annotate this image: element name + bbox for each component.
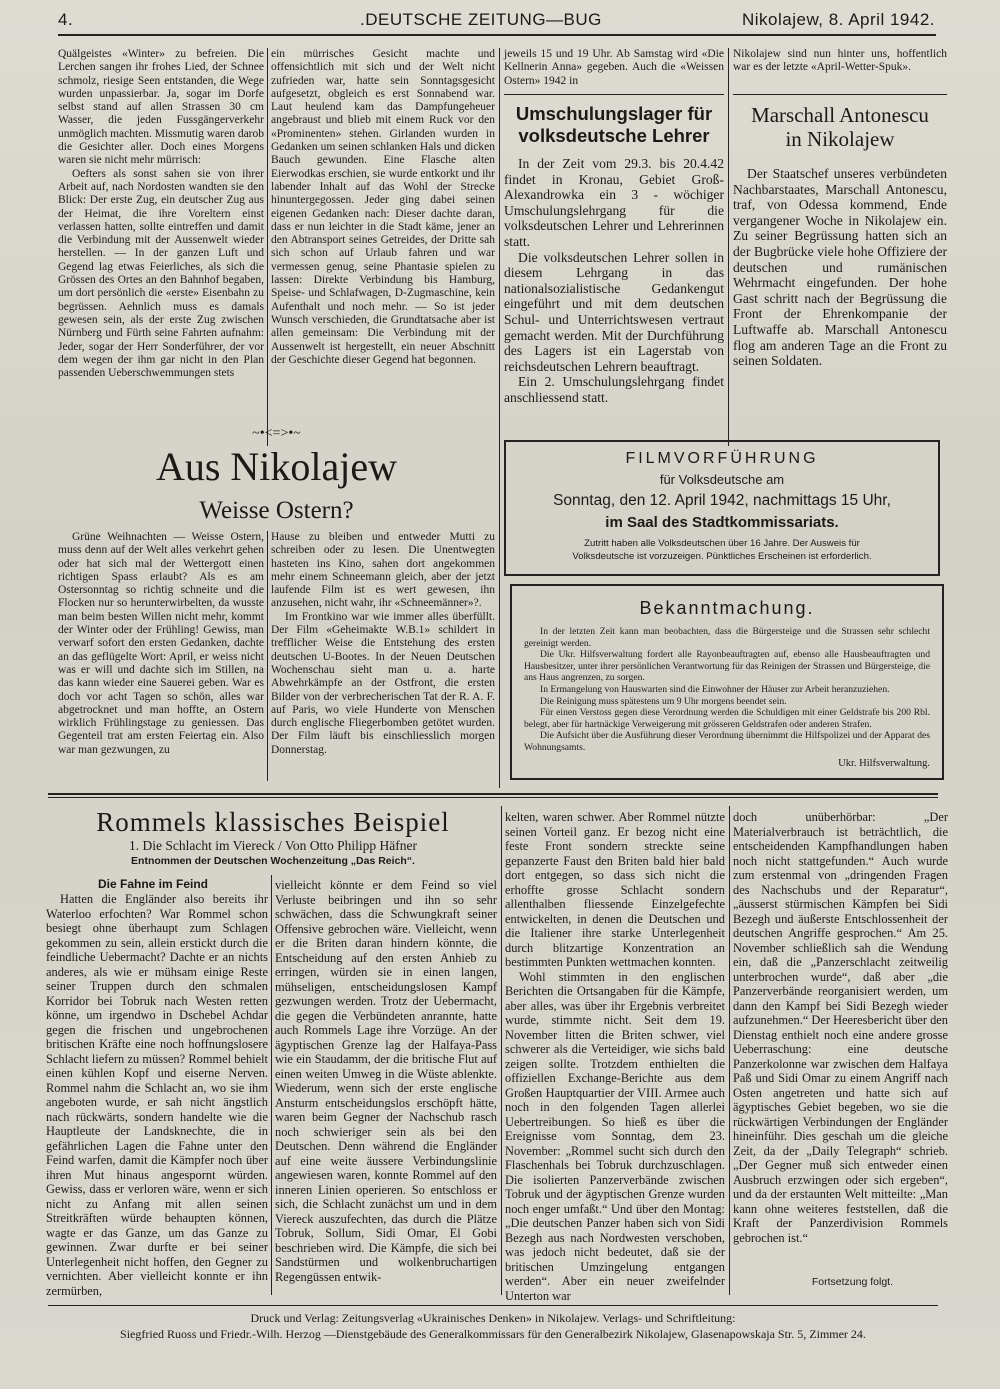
paragraph: In Ermangelung von Hauswarten sind die Einwohner der Häuser zur Arbeit heranzuziehen. — [540, 683, 890, 695]
paragraph: Die volksdeutschen Lehrer sollen in diesem Lehrgang in das nationalsozialistische Gedankengut eingeführt und mit dem deutschen Schul- und Unterrichtswesen vertraut gemacht werden. Mit der Durchführung des Lagers ist ein Lagerstab von reichsdeutschen Lehrern beauftragt. — [504, 249, 724, 374]
section-title: Aus Nikolajew — [155, 444, 398, 489]
top-col-4-continuation — [733, 48, 947, 92]
paragraph: Die Ukr. Hilfsverwaltung fordert alle Rayonbeauftragten auf, ebenso alle Hausbeauftragten und Hausbesitzer, unter ihrer persönlichen Verantwortung für das Reinigen der Strassen und Bürgersteige, die ans Haus angrenzen, zu sorgen. — [524, 649, 930, 684]
paragraph: Die Aufsicht über die Ausführung dieser Verordnung übernimmt die Hilfspolizei und der Apparat des Wohnungsamts. — [524, 730, 930, 753]
nikolajew-col-2 — [271, 531, 495, 781]
page-number: 4. — [58, 10, 74, 29]
paragraph: doch unüberhörbar: „Der Materialverbrauch ist beträchtlich, die entscheidenden Kampfhandlungen haben noch nicht stattgefunden.“ Auch wurde zum erstenmal von „dringenden Fragen des Nachschubs und der Reparatur“, „äusserst stürmischen Kämpfen bei Sidi Bezegh und äußerste Entschlossenheit der deutschen Angriffe gesprochen.“ Am 25. November schließlich sah die Wendung ein, daß die „Panzerschlacht zeitweilig unterbrochen wurde“, daß aber „die Panzerverbände reorganisiert werden, um dann den Kampf bei Sidi Bezegh wieder aufzunehmen.“ Der Heeresbericht über den Dienstag enthielt noch eine andere grosse Ueberraschung: eine deutsche Panzerkolonne war zwischen dem Halfaya Paß und Sidi Omar zu einem Angriff nach Osten angetreten und hatte sich auf ägyptisches Gebiet begeben, wo sie die rückwärtigen Verbindungen der Engländer hineinführ. Dies geschah um die gleiche Zeit, da der „Daily Telegraph“ schrieb. „Der Gegner muß sich entweder einen Ausbruch erzwingen oder sich ergeben“, und da der erstaunten Welt mitteilte: „Man kann ohne weiteres feststellen, daß die Kraft der Panzerdivision Rommels gebrochen ist.“ — [733, 810, 949, 1245]
film-date: Sonntag, den 12. April 1942, nachmittags 15 Uhr, — [553, 492, 891, 509]
paragraph: Der Staatschef unseres verbündeten Nachbarstaates, Marschall Antonescu, traf, von Odessa kommend, Ende vergangener Woche in Nikolajew ein. Zu seiner Begrüssung hatten sich an der Bugbrücke viele hohe Offiziere der deutschen und rumänischen Wehrmacht eingefunden. Der hohe Gast schritt nach der Begrüssung die Front der Ehrenkompanie der Luftwaffe ab. Marschall Antonescu flog am anderen Tage an die Front zu seinen Soldaten. — [733, 166, 947, 369]
column-rule — [267, 48, 268, 446]
masthead: .DEUTSCHE ZEITUNG—BUG — [360, 10, 602, 29]
notice-signature: Ukr. Hilfsverwaltung. — [838, 758, 930, 769]
antonescu-article — [733, 166, 947, 450]
top-col-1 — [58, 48, 264, 446]
film-announcement-box — [504, 440, 940, 576]
film-title: FILMVORFÜHRUNG — [625, 450, 819, 467]
column-rule — [267, 531, 268, 781]
paragraph: Hatten die Engländer also bereits ihr Waterloo erfochten? War Rommel schon besiegt ohne überhaupt zum Schlagen gekommen zu sein, allein erstickt durch die feindliche Uebermacht? Dachte er an nichts anderes, als wie er mühsam einige Reste seiner Truppen durch den schmalen Korridor bei Tobruk nach Westen retten könne, um irgendwo in Dschebel Achdar gegen die frischen und ungebrochenen britischen Kräfte eine noch hoffnungslosere Schlacht liefern zu müssen? Rommel behielt einen kühlen Kopf und eiserne Nerven. Rommel nahm die Schlacht an, wo sie ihm angeboten wurde, er sah nicht ängstlich nach rückwärts, sondern handelte wie die Hauptleute der Landsknechte, die in gefährlichen Lagen die Fahne unter den Feind warfen, damit die Kämpfer noch über ihren Mut hinaus angespornt würden. Gewiss, dass er verloren wäre, wenn er sich nicht zu Anfang mit allen seinen Streitkräften würde behaupten können, wagte er das Ganze, um das Ganze zu gewinnen. Zwar durfte er bei seiner Unterlegenheit nicht hoffen, den Gegner zu vernichten. Aber vielleicht konnte er ihn zermürben, — [46, 892, 268, 1298]
paragraph: Grüne Weihnachten — Weisse Ostern, muss denn auf der Welt alles verkehrt gehen oder hat sich mal der Wettergott einen richtigen Spass erlaubt? Als es am Ostersonntag so richtig schneite und die Flocken nur so herunterwirbelten, da wusste man beim besten Willen nicht mehr, kommt der Winter oder der Frühling! Gewiss, man verwarf sofort den ersten Gedanken, dachte an das geflügelte Wort: April, er weiss nicht was er will und dachte sich im Stillen, na das kann wieder eine Sauerei geben. War es doch vor acht Tagen so schön, alles war abgetrocknet und man hoffte, an Ostern wirklich Frühlingstage zu geniessen. Das Gegenteil trat am ersten Feiertag ein. Also war man gezwungen, zu — [58, 531, 264, 756]
section-rule — [733, 94, 947, 95]
paragraph: vielleicht könnte er dem Feind so viel Verluste beibringen und ihn so sehr schwächen, dass die Schwungkraft seiner Offensive gebrochen wäre. Vielleicht, wenn er die Briten daran hindern könnte, die Entscheidung auf den ersten Anhieb zu erringen, würden sie in einen langen, mühseligen, entscheidungslosen Kampf gezwungen werden. Trotz der Uebermacht, die gegen die Verbündeten anrannte, hatte auch Rommels Lage ihre Vorzüge. An der ägyptischen Grenze lag der Halfaya-Pass wie ein Staudamm, der die britische Flut auf einen weiten Umweg in die Wüste ablenkte. Wiederum, wenn sich der erste englische Ansturm entscheidungslos erschöpft hätte, waren beim Gegner der Nachschub rasch noch schwieriger sein als bei den Deutschen. Denn während die Engländer auf eine weite äussere Verbindungslinie angewiesen waren, konnte Rommel auf den inneren Linien operieren. So entschloss er sich, die Schlacht zunächst um und in dem Viereck auszufechten, das durch die Plätze Tobruk, Sollum, Sidi Omar, El Gobi beschrieben wird. Die Kämpfe, die sich bei Sandstürmen und wolkenbruchartigen Regengüssen entwik- — [275, 878, 497, 1284]
notice-body — [524, 626, 930, 752]
continued-note: Fortsetzung folgt. — [811, 1276, 893, 1288]
antonescu-title-line: Marschall Antonescu — [751, 103, 929, 127]
article-title: Rommels klassisches Beispiel — [96, 807, 450, 837]
paragraph: Im Frontkino war wie immer alles überfüllt. Der Film «Geheimakte W.B.1» schildert in trefflicher Weise die Entstehung des ersten deutschen U-Bootes. In der Neuen Deutschen Wochenschau sieht man u. a. harte Abwehrkämpfe an der Ostfront, die ersten Bilder von der verbrecherischen Tat der R. A. F. auf Paris, wo viele Hunderte von Menschen durch englische Fliegerbomben getötet wurden. Der Film läuft bis einschliesslich morgen Donnerstag. — [271, 610, 495, 756]
section-rule — [48, 797, 938, 798]
article-byline: 1. Die Schlacht im Viereck / Von Otto Philipp Häfner — [129, 838, 417, 853]
column-rule — [499, 48, 500, 788]
rommel-col-3 — [505, 810, 725, 1303]
umschulung-title-line: Umschulungslager für — [515, 103, 713, 124]
paragraph: kelten, waren schwer. Aber Rommel nützte seinen Vorteil ganz. Er bezog nicht eine feste Front sondern streckte seine gepanzerte Faust den Briten bald hier bald dort entgegen, so dass sich nicht die erhoffte grosse Schlacht sondern allenthalben fliessende Einzelgefechte entwickelten, in denen die Deutschen und die Italiener ihre starke Unterlegenheit durch blitzartige Konzentration an bestimmten Punkten wettmachen konnten. — [505, 810, 725, 969]
umschulung-article — [504, 156, 724, 450]
imprint-line: Siegfried Ruoss und Friedr.-Wilh. Herzog —Dienstgebäude des Generalkommissars für den Generalbezirk Nikolajew, Glasenapowskaja Str. 5, Zimmer 24. — [120, 1327, 866, 1341]
header-rule — [58, 34, 936, 36]
article-source: Entnommen der Deutschen Wochenzeitung „Das Reich“. — [131, 855, 415, 867]
notice-title: Bekanntmachung. — [639, 598, 815, 618]
paragraph: Die Reinigung muss spätestens um 9 Uhr morgens beendet sein. — [540, 695, 787, 707]
paragraph: In der letzten Zeit kann man beobachten, dass die Bürgersteige und die Strassen sehr schlecht gereinigt werden. — [524, 626, 930, 649]
paragraph: Für einen Verstoss gegen diese Verordnung werden die Schuldigen mit einer Geldstrafe bis 200 Rbl. belegt, aber für hartnäckige Verweigerung mit grösseren Geldstrafen oder anderen Strafen. — [524, 707, 930, 730]
film-venue: im Saal des Stadtkommissariats. — [605, 514, 839, 531]
section-rule — [48, 793, 938, 795]
nikolajew-col-1 — [58, 531, 264, 781]
column-rule — [729, 806, 730, 1295]
paragraph: Oefters als sonst sahen sie von ihrer Arbeit auf, nach Nordosten wandten sie den Blick: Der erste Zug, ein deutscher Zug aus der Heimat, die ihre Voreltern einst verlassen hatten, sollte eintreffen und damit die Verbindung mit der Aussenwelt wieder herstellen. — In der ganzen Luft und Gegend lag etwas Feierliches, als sich die Grössen des Ortes an den Bahnhof begaben, um dort persönlich die «erste» Eisenbahn zu begrüssen. Aehnlich muss es damals gewesen sein, als der erste Zug zwischen Nürnberg und Fürth seine Fahrten aufnahm: Jeder, sogar der Herr Sonderführer, der vor dem wegen der ihm gar nicht in den Plan passenden Ueberschwemmungen stets — [58, 167, 264, 380]
paragraph: jeweils 15 und 19 Uhr. Ab Samstag wird «Die Kellnerin Anna» gegeben. Auch die «Weissen Ostern» 1942 in — [504, 48, 724, 87]
rommel-col-4 — [733, 810, 948, 1272]
film-note: Volksdeutsche ist vorzuzeigen. Pünktliches Erscheinen ist erforderlich. — [572, 551, 872, 562]
paragraph: In der Zeit vom 29.3. bis 20.4.42 findet in Kronau, Gebiet Groß-Alexandrowka ein 3 - wöchiger Umschulungslehrgang für die volksdeutschen Lehrer und Lehrerinnen statt. — [504, 156, 724, 249]
paragraph: Hause zu bleiben und entweder Mutti zu schreiben oder zu lesen. Die Unentwegten hasteten ins Kino, sahen dort angekommen mehr einem Schneemann gleich, aber der jetzt laufende Film ist es wert gewesen, ihn anzusehen, nicht wahr, ihr «Schneemänner»?. — [271, 531, 495, 610]
article-section-heading: Die Fahne im Feind — [97, 877, 208, 891]
film-line: für Volksdeutsche am — [659, 472, 785, 487]
top-col-2 — [271, 48, 495, 446]
column-rule — [271, 875, 272, 1295]
section-subtitle: Weisse Ostern? — [199, 497, 354, 524]
footer-rule — [48, 1305, 938, 1306]
paragraph: ein mürrisches Gesicht machte und offensichtlich mit sich und der Welt nicht zufrieden war, hatte sein Sonntagsgesicht aufgesetzt, obgleich es erst Sonnabend war. Laut heulend kam das Dampfungeheuer angebraust und blieb mit einem Ruck vor den «Prominenten» stehen. Girlanden wurden in Gedanken um seinen schlanken Hals und dicken Bauch gewunden. Eine Flasche alten Eierwodkas erschien, sie wurde entkorkt und ihr labender Inhalt auf das Wohl der Strecke hinuntergegossen. Jeder ging dabei seinen eigenen Gedanken nach: Dieser dachte daran, dass er nun leichter in die Stadt käme, jener an den Abtransport seines Getreides, der Dritte sah sich schon auf Urlaub fahren und war vermessen genug, seine Phantasie spielen zu lassen: Direkte Verbindung bis Hamburg, Speise- und Schlafwagen, D-Zugmaschine, kein Aufenthalt und noch mehr. — So ist jeder Wunsch verschieden, die Grundtatsache aber ist allen gemeinsam: Die Verbindung mit der Aussenwelt ist hergestellt, ein neuer Abschnitt der Geschichte dieser Gegend hat begonnen. — [271, 48, 495, 366]
paragraph: Quälgeistes «Winter» zu befreien. Die Lerchen sangen ihr frohes Lied, der Schnee schmolz, riesige Seen entstanden, die Wege wurden unpassierbar. Ja, sogar im Dorfe selbst stand auf allen Strassen 30 cm Wasser, die jeden Fussgängerverkehr unmöglich machten. Missmutig waren darob die Gesichter aller. Doch eines Morgens waren sie nicht mehr mürrisch: — [58, 48, 265, 167]
antonescu-title — [733, 103, 947, 151]
umschulung-title — [504, 103, 724, 147]
notice-box — [510, 584, 944, 780]
antonescu-title-line: in Nikolajew — [785, 127, 895, 151]
ornament-divider: ~•<=>•~ — [252, 426, 301, 441]
imprint-line: Druck und Verlag: Zeitungsverlag «Ukrainisches Denken» in Nikolajew. Verlags- und Schriftleitung: — [250, 1311, 736, 1325]
umschulung-title-line: volksdeutsche Lehrer — [518, 125, 710, 146]
column-rule — [501, 806, 502, 1295]
rommel-col-2 — [275, 878, 497, 1290]
column-rule — [728, 48, 729, 446]
paragraph: Ein 2. Umschulungslehrgang findet anschliessend statt. — [504, 374, 724, 405]
top-col-3-continuation — [504, 48, 724, 92]
section-rule — [504, 94, 724, 95]
paragraph: Nikolajew sind nun hinter uns, hoffentlich war es der letzte «April-Wetter-Spuk». — [733, 48, 947, 74]
paragraph: Wohl stimmten in den englischen Berichten die Ortsangaben für die Kämpfe, aber alles, was über ihr Ergebnis verbreitet wurde, stimmte nicht. Seit dem 19. November litten die Briten schwer, viel schwerer als die Verteidiger, wie sichs bald zeigen sollte. Trotzdem enthielten die offiziellen Exchange-Berichte aus dem Großen Hauptquartier der VIII. Armee auch noch in den folgenden Tagen allerlei Uebertreibungen. So hieß es über die Ereignisse vom Sonntag, dem 23. November: „Rommel sucht sich durch den Flaschenhals bei Tobruk durchzuschlagen. Die isolierten Panzerverbände zwischen Tobruk und der ägyptischen Grenze wurden noch enger umfaßt.“ Und über den Montag: „Die deutschen Panzer haben sich von Sidi Bezegh aus nach Nordwesten verschoben, was jedoch nicht bedeutet, daß sie der britischen Umzingelung entgangen werden“. Aber ein neuer zweifelnder Unterton war — [505, 969, 725, 1303]
dateline: Nikolajew, 8. April 1942. — [742, 10, 935, 29]
film-note: Zutritt haben alle Volksdeutschen über 16 Jahre. Der Ausweis für — [584, 538, 860, 549]
rommel-col-1 — [46, 892, 268, 1298]
